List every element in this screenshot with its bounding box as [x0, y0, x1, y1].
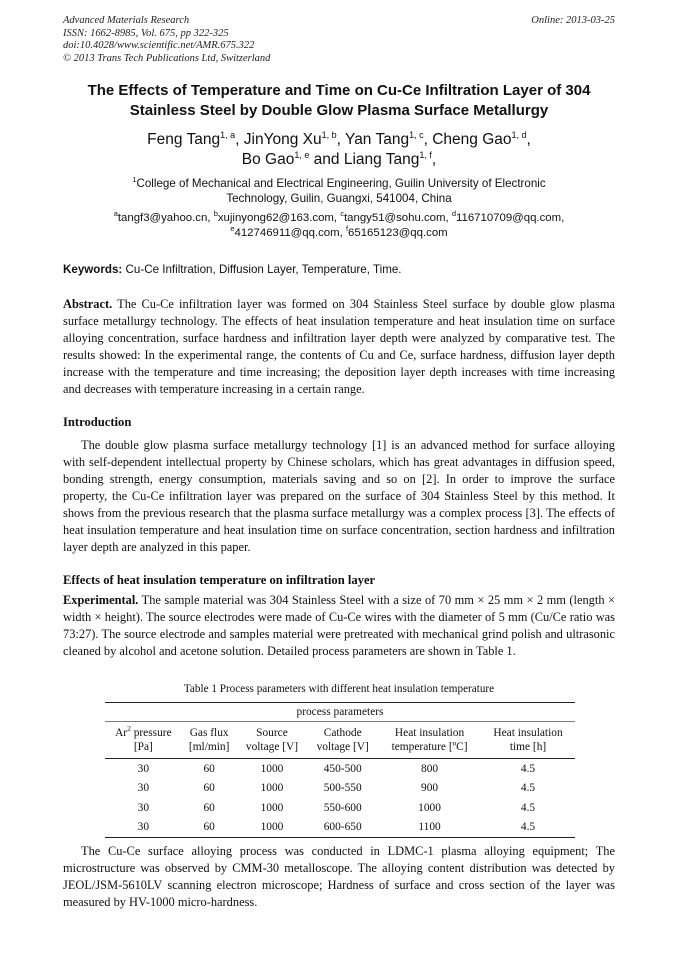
email-link[interactable]: xujinyong62@163.com: [217, 212, 334, 224]
table-row: [105, 759, 575, 779]
table-cell: 1000: [260, 782, 284, 795]
table-cell: 60: [203, 762, 215, 775]
author-sep: ,: [336, 131, 345, 148]
experimental-label: Experimental.: [63, 593, 139, 607]
email-sep: ,: [561, 212, 565, 224]
author-sep: ,: [423, 131, 433, 148]
affiliation-sup: 1: [132, 175, 137, 185]
author-name: Bo Gao: [241, 151, 295, 168]
table-cell: 30: [137, 801, 150, 814]
introduction-paragraph: The double glow plasma surface metallurgy technology [1] is an advanced method for surface alloying with self-dependent intellectual property by Chinese scholars, which has great advantages in diffusion speed, bonding strength, energy consumption, materials saving and so on [2]. In order to improve the surface property, the Cu-Ce infiltration layer was prepared on the surface of 304 Stainless Steel by this method. It shows from the previous research that the plasma surface metallurgy was a complex process [3]. The effects of heat insulation temperature and heat insulation time on surface concentration, section hardness and infiltration layer depth are analyzed in this paper.: [63, 438, 615, 554]
author-name: Cheng Gao: [432, 131, 512, 148]
abstract-label: Abstract.: [63, 297, 113, 311]
table-cell: 900: [421, 782, 439, 795]
experimental-paragraph: [63, 592, 615, 660]
equipment-paragraph: The Cu-Ce surface alloying process was conducted in LDMC-1 plasma alloying equipment; The microstructure was observed by CMM-30 metalloscope. The alloying content distribution was detected by JEOL/JSM-5610LV scanning electron microscope; Hardness of surface and cross section of the layer was measured by HV-1000 micro-hardness.: [63, 844, 615, 909]
table-header-row: [105, 722, 575, 759]
keywords-text: Cu-Ce Infiltration, Diffusion Layer, Temperature, Time.: [125, 263, 402, 276]
journal-name: Advanced Materials Research: [63, 15, 190, 26]
table-cell: 60: [182, 818, 237, 838]
journal-copyright: © 2013 Trans Tech Publications Ltd, Switzerland: [63, 52, 271, 64]
title-line-2: Stainless Steel by Double Glow Plasma Surface Metallurgy: [129, 102, 549, 119]
table-cell: 60: [203, 801, 215, 814]
affiliation: [60, 176, 618, 206]
table-cell: 4.5: [520, 801, 536, 814]
abstract: [63, 296, 615, 398]
table-cell: 600-650: [307, 818, 378, 838]
author-name: Yan Tang: [345, 131, 410, 148]
table-row: [105, 818, 575, 838]
table-cell: 30: [137, 762, 150, 775]
table-cell: 30: [137, 782, 150, 795]
author-line-2: [40, 150, 638, 170]
column-header: Gas flux [ml/min]: [182, 722, 237, 759]
table-row: [105, 779, 575, 799]
email-sup: e: [230, 224, 235, 234]
keywords-label: Keywords:: [63, 263, 123, 276]
email-sep: ,: [207, 212, 214, 224]
email-link[interactable]: 412746911@qq.com: [234, 227, 340, 239]
author-name: Liang Tang: [343, 151, 420, 168]
email-line-1: [50, 211, 628, 226]
email-sup: a: [113, 209, 118, 219]
section-heading: Effects of heat insulation temperature on infiltration layer: [63, 573, 376, 587]
author-sep: ,: [526, 131, 531, 148]
table-cell: 30: [105, 818, 182, 838]
affiliation-line-2: Technology, Guilin, Guangxi, 541004, China: [226, 192, 452, 205]
author-sup: 1, d: [511, 129, 527, 140]
experimental-text: The sample material was 304 Stainless Steel with a size of 70 mm × 25 mm × 2 mm (length × width × height). The source electrodes were made of Cu-Ce wires with the diameter of 5 mm (Cu/Ce ratio was 73:27). The source electrode and samples material were pretreated with mechanical grind polish and ultrasonic cleaned by alcohol and acetone solution. Detailed process parameters are shown in Table 1.: [63, 593, 615, 658]
table-cell: 1000: [237, 818, 308, 838]
email-sup: c: [340, 209, 345, 219]
online-date: Online: 2013-03-25: [531, 15, 615, 26]
column-header: Source voltage [V]: [237, 722, 308, 759]
email-link[interactable]: 116710709@qq.com: [456, 212, 562, 224]
table-group-header: process parameters: [105, 703, 575, 722]
email-sep: ,: [339, 227, 346, 239]
table-cell: 1000: [260, 801, 284, 814]
paper-title: [40, 81, 638, 121]
author-sup: 1, f: [419, 149, 432, 160]
journal-doi: doi:10.4028/www.scientific.net/AMR.675.322: [63, 40, 255, 51]
keywords: [63, 263, 615, 277]
author-sep: ,: [431, 151, 437, 168]
author-sep: ,: [235, 131, 244, 148]
column-header: Heat insulation temperature [ºC]: [378, 722, 481, 759]
email-sep: ,: [333, 212, 341, 224]
author-list: [40, 130, 638, 170]
table-cell: 60: [203, 782, 215, 795]
email-list: [50, 211, 628, 241]
abstract-text: The Cu-Ce infiltration layer was formed on 304 Stainless Steel surface by double glow plasma surface metallurgy technology. The effects of heat insulation temperature and heat insulation time on surface alloying concentration, surface hardness and infiltration layer depth were analyzed by comparative test. The results showed: In the experimental range, the contents of Cu and Ce, surface hardness, diffusion layer depth increase with the temperature and time increasing; the deposition layer depth increases with time increasing and decreases with temperature increasing in a certain range.: [63, 297, 616, 396]
column-header: Cathode voltage [V]: [307, 722, 378, 759]
journal-issn: ISSN: 1662-8985, Vol. 675, pp 322-325: [63, 27, 229, 39]
email-sep: ,: [445, 212, 452, 224]
author-sup: 1, e: [294, 149, 310, 160]
table-cell: 4.5: [481, 818, 575, 838]
email-link[interactable]: 65165123@qq.com: [348, 227, 448, 239]
email-link[interactable]: tangf3@yahoo.cn: [117, 212, 208, 224]
author-name: Feng Tang: [147, 131, 221, 148]
author-sup: 1, b: [321, 129, 337, 140]
table-cell: 450-500: [323, 762, 362, 775]
table-cell: 550-600: [323, 801, 362, 814]
affiliation-line-1: College of Mechanical and Electrical Engineering, Guilin University of Electronic: [136, 177, 546, 190]
title-line-1: The Effects of Temperature and Time on Cu-Ce Infiltration Layer of 304: [87, 82, 591, 99]
email-sup: d: [451, 209, 457, 219]
table-cell: 800: [421, 762, 439, 775]
table-cell: 4.5: [520, 762, 536, 775]
author-sep: and: [309, 151, 344, 168]
table-cell: 1000: [418, 801, 441, 814]
email-line-2: [50, 226, 628, 241]
email-link[interactable]: tangy51@sohu.com: [344, 212, 446, 224]
author-sup: 1, c: [409, 129, 424, 140]
author-sup: 1, a: [220, 129, 236, 140]
process-parameters-table: [105, 702, 575, 838]
table-cell: 1100: [378, 818, 481, 838]
email-sup: b: [213, 209, 218, 219]
table-group-header-row: [105, 703, 575, 722]
author-line-1: [40, 130, 638, 150]
introduction-heading: Introduction: [63, 415, 132, 429]
column-header: Heat insulation time [h]: [481, 722, 575, 759]
table-cell: 4.5: [520, 782, 536, 795]
table-cell: 1000: [260, 762, 284, 775]
table-caption: Table 1 Process parameters with different heat insulation temperature: [183, 683, 495, 695]
column-header: Ar$^2$ pressure [Pa]: [105, 722, 182, 759]
author-name: JinYong Xu: [243, 131, 322, 148]
table-row: [105, 798, 575, 818]
journal-header: [63, 15, 270, 65]
table-cell: 500-550: [323, 782, 362, 795]
email-sup: f: [345, 224, 349, 234]
